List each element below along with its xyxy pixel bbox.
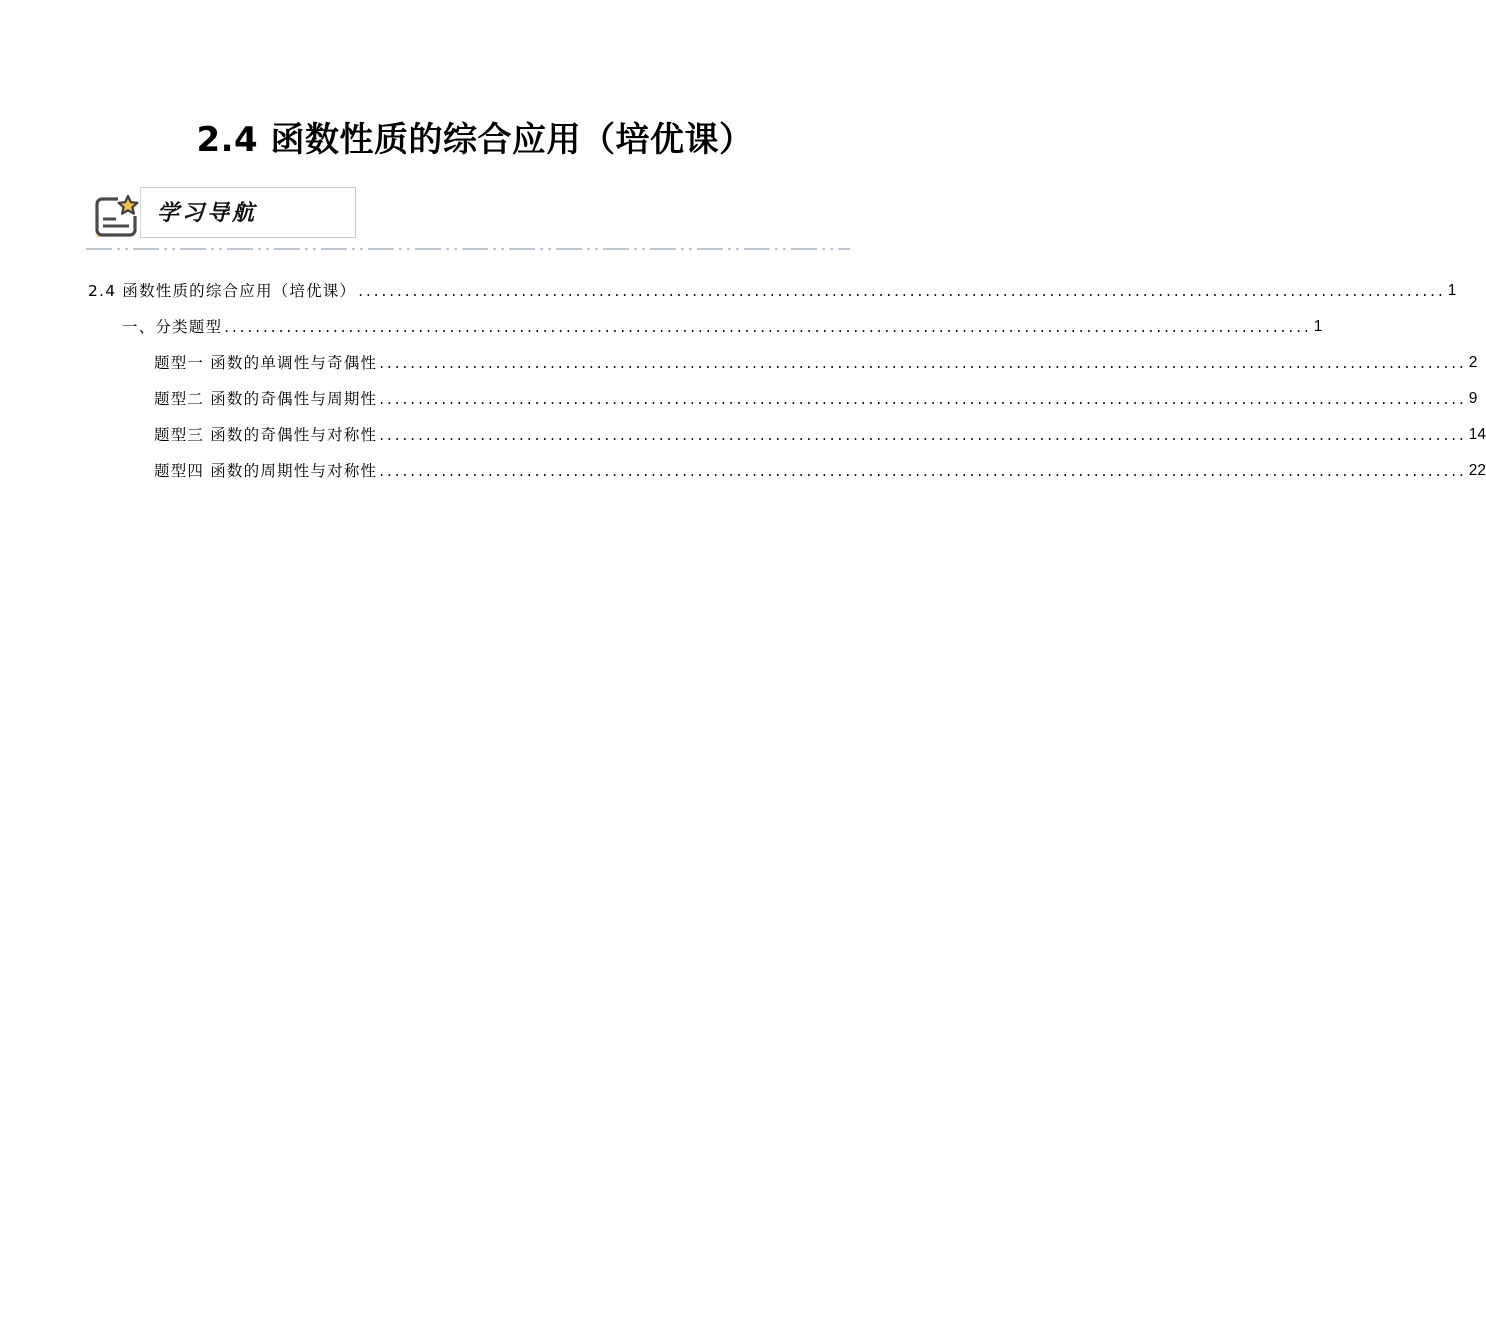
toc-entry-text: 题型二 函数的奇偶性与周期性 bbox=[154, 390, 378, 408]
toc-entry-text: 一、分类题型 bbox=[122, 318, 223, 336]
toc-page-number: 22 bbox=[1468, 462, 1486, 479]
toc-page-number: 2 bbox=[1468, 354, 1478, 371]
toc-page-number: 1 bbox=[1447, 282, 1457, 299]
toc-page-number: 14 bbox=[1468, 426, 1486, 443]
toc-page-number: 9 bbox=[1468, 390, 1478, 407]
section-header bbox=[88, 187, 356, 239]
toc-leader-dots: ............................................................................................................................................ bbox=[379, 426, 1467, 444]
toc-entry-text: 2.4 函数性质的综合应用（培优课） bbox=[88, 282, 357, 300]
toc-page-number: 1 bbox=[1313, 318, 1323, 335]
section-header-box bbox=[140, 187, 356, 238]
star-list-icon bbox=[92, 191, 140, 239]
section-header-label: 学习导航 bbox=[157, 200, 258, 226]
toc-entry-text: 题型三 函数的奇偶性与对称性 bbox=[154, 426, 378, 444]
toc-leader-dots: ............................................................................................................................................ bbox=[379, 462, 1467, 480]
page-title: 2.4 函数性质的综合应用（培优课） bbox=[196, 120, 754, 160]
toc-entry-type-3[interactable] bbox=[154, 422, 1486, 446]
toc-leader-dots: ............................................................................................................................................ bbox=[379, 354, 1467, 372]
toc-entry-main[interactable] bbox=[88, 278, 1457, 302]
toc-entry-text: 题型一 函数的单调性与奇偶性 bbox=[154, 354, 378, 372]
toc-entry-type-4[interactable] bbox=[154, 458, 1486, 482]
toc-leader-dots: ............................................................................................................................................ bbox=[358, 282, 1446, 300]
divider-line bbox=[86, 247, 850, 251]
toc-entry-type-2[interactable] bbox=[154, 386, 1478, 410]
toc-entry-type-1[interactable] bbox=[154, 350, 1478, 374]
toc-entry-text: 题型四 函数的周期性与对称性 bbox=[154, 462, 378, 480]
toc-leader-dots: ............................................................................................................................................ bbox=[379, 390, 1467, 408]
toc-entry-category[interactable] bbox=[122, 314, 1323, 338]
toc-leader-dots: ............................................................................................................................................ bbox=[224, 318, 1312, 336]
